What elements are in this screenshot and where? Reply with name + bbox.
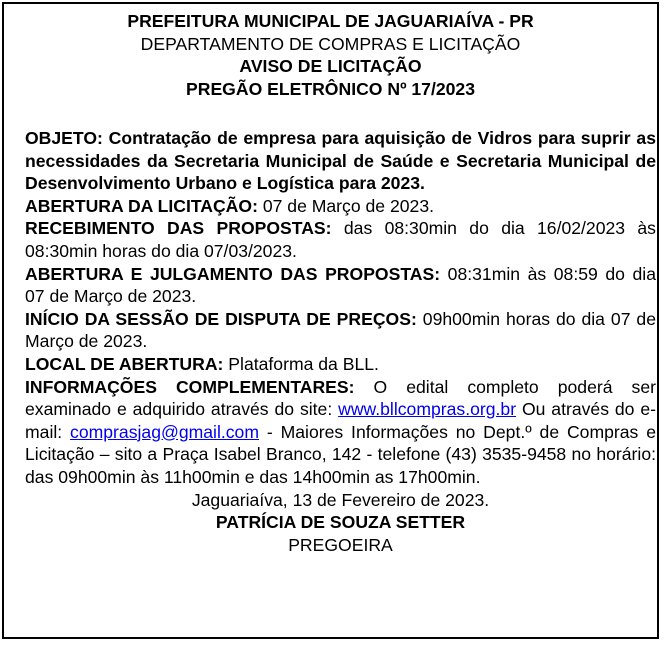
opening-label: ABERTURA DA LICITAÇÃO: [25, 195, 258, 216]
judgment-value: 08:31min às 08:59 do dia 07 de Março de 2023. [25, 263, 656, 307]
opening-value: 07 de Março de 2023. [257, 195, 434, 216]
notice-title: AVISO DE LICITAÇÃO [239, 56, 422, 77]
info-text-3: - Maiores Informações no Dept.º de Compras e Licitação – sito a Praça Isabel Branco, 142 - telefone (43) 3535-9458 no horário: das 09h00min às 11h00min e das 14h00min as 17h00min. [25, 421, 656, 487]
site-link[interactable]: www.bllcompras.org.br [338, 399, 517, 420]
signer-role: PREGOEIRA [288, 534, 393, 555]
session-label: INÍCIO DA SESSÃO DE DISPUTA DE PREÇOS: [25, 308, 417, 329]
location-value: Plataforma da BLL. [223, 353, 379, 374]
session-value: 09h00min horas do dia 07 de Março de 2023. [25, 308, 656, 352]
auction-number: PREGÃO ELETRÔNICO Nº 17/2023 [186, 78, 475, 99]
proposals-label: RECEBIMENTO DAS PROPOSTAS: [25, 218, 332, 239]
proposals-value: das 08:30min do dia 16/02/2023 às 08:30min horas do dia 07/03/2023. [25, 218, 656, 261]
proposals-paragraph [25, 217, 656, 262]
info-paragraph [25, 376, 656, 489]
notice-header [4, 10, 657, 100]
email-link[interactable]: comprasjag@gmail.com [70, 421, 260, 442]
place-date: Jaguariaíva, 13 de Fevereiro de 2023. [191, 489, 490, 510]
judgment-paragraph [25, 263, 656, 308]
signer-name: PATRÍCIA DE SOUZA SETTER [215, 512, 466, 533]
info-text-2: Ou através do e-mail: [25, 399, 656, 442]
notice-footer [25, 489, 656, 557]
info-label: INFORMAÇÕES COMPLEMENTARES: [25, 376, 355, 397]
location-label: LOCAL DE ABERTURA: [25, 353, 224, 374]
licitation-notice [2, 2, 659, 639]
notice-body [25, 127, 656, 556]
session-paragraph [25, 308, 656, 353]
opening-paragraph [25, 195, 656, 218]
location-paragraph [25, 353, 656, 376]
judgment-label: ABERTURA E JULGAMENTO DAS PROPOSTAS: [25, 263, 441, 284]
info-text-1: O edital completo poderá ser examinado e adquirido através do site: [25, 376, 656, 420]
municipality-title: PREFEITURA MUNICIPAL DE JAGUARIAÍVA - PR [127, 11, 534, 31]
object-paragraph: OBJETO: Contratação de empresa para aquisição de Vidros para suprir as necessidades da Secretaria Municipal de Saúde e Secretaria Municipal de Desenvolvimento Urbano e Logística para 2023. [25, 128, 656, 194]
department-title: DEPARTAMENTO DE COMPRAS E LICITAÇÃO [140, 33, 521, 54]
